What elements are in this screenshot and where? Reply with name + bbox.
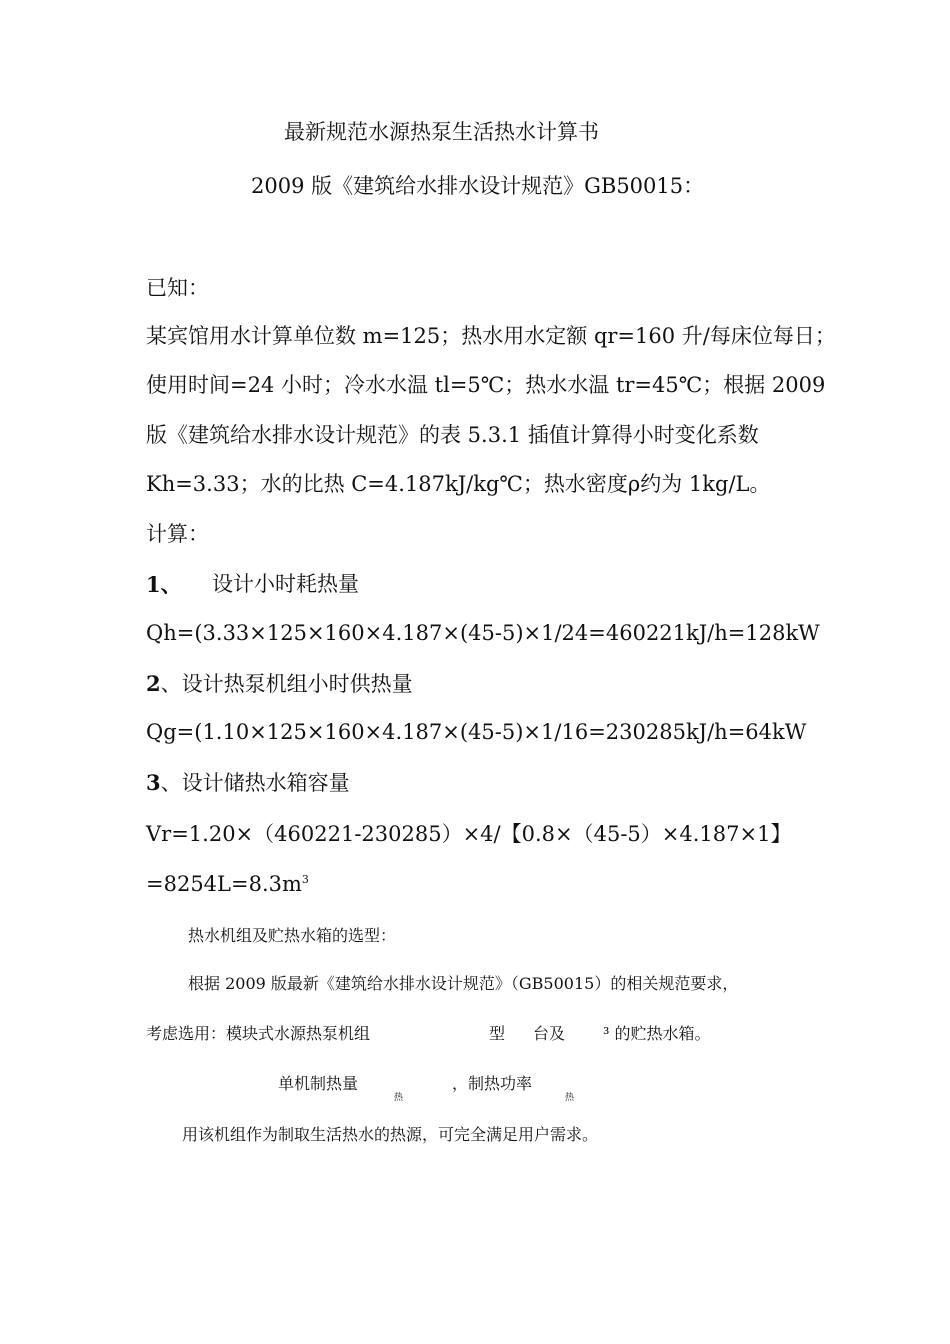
step2-number: 2 <box>146 671 161 696</box>
selection-line-2c: 台及 <box>533 1024 566 1043</box>
document-title: 最新规范水源热泵生活热水计算书 <box>284 120 599 144</box>
step2-heading <box>146 673 413 695</box>
step1-formula: Qh=(3.33×125×160×4.187×(45-5)×1/24=460221kJ/h=128kW <box>146 621 820 645</box>
step3-result <box>146 874 309 895</box>
step1-heading: 设计小时耗热量 <box>212 572 359 596</box>
conclusion: 用该机组作为制取生活热水的热源，可完全满足用户需求。 <box>182 1125 599 1144</box>
selection-line-2a: 考虑选用：模块式水源热泵机组 <box>146 1024 371 1043</box>
selection-line-1: 根据 2009 版最新《建筑给水排水设计规范》（GB50015）的相关规范要求， <box>188 974 739 993</box>
known-line-2: 使用时间=24 小时；冷水水温 tl=5℃；热水水温 tr=45℃；根据 2009 <box>146 373 826 397</box>
step3-number: 3 <box>146 770 161 795</box>
selection-line-2b: 型 <box>489 1024 506 1043</box>
step3-formula: Vr=1.20×（460221-230285）×4/【0.8×（45-5）×4.187×1】 <box>146 822 792 846</box>
known-line-4: Kh=3.33；水的比热 C=4.187kJ/kg℃；热水密度ρ约为 1kg/L。 <box>146 472 771 496</box>
step2-text: 、设计热泵机组小时供热量 <box>160 672 413 696</box>
known-label: 已知： <box>146 276 209 300</box>
unit-power-label: ，制热功率 <box>452 1074 533 1093</box>
document-subtitle: 2009 版《建筑给水排水设计规范》GB50015： <box>251 174 705 198</box>
step3-heading <box>146 772 350 794</box>
step2-formula: Qg=(1.10×125×160×4.187×(45-5)×1/16=230285kJ/h=64kW <box>146 720 807 744</box>
unit-heat-label: 单机制热量 <box>278 1074 359 1093</box>
selection-title: 热水机组及贮热水箱的选型： <box>188 926 397 945</box>
step3-result-superscript: 3 <box>301 873 309 886</box>
calc-label: 计算： <box>146 522 209 546</box>
step1-number: 1、 <box>146 572 182 597</box>
known-line-1: 某宾馆用水计算单位数 m=125；热水用水定额 qr=160 升/每床位每日； <box>146 324 836 348</box>
step3-text: 、设计储热水箱容量 <box>160 771 350 795</box>
known-line-3: 版《建筑给水排水设计规范》的表 5.3.1 插值计算得小时变化系数 <box>146 423 759 447</box>
unit-heat-subscript: 热 <box>394 1093 404 1103</box>
unit-power-subscript: 热 <box>565 1093 575 1103</box>
step3-result-text: =8254L=8.3m <box>146 872 302 896</box>
selection-line-2d: ³ 的贮热水箱。 <box>603 1024 711 1043</box>
